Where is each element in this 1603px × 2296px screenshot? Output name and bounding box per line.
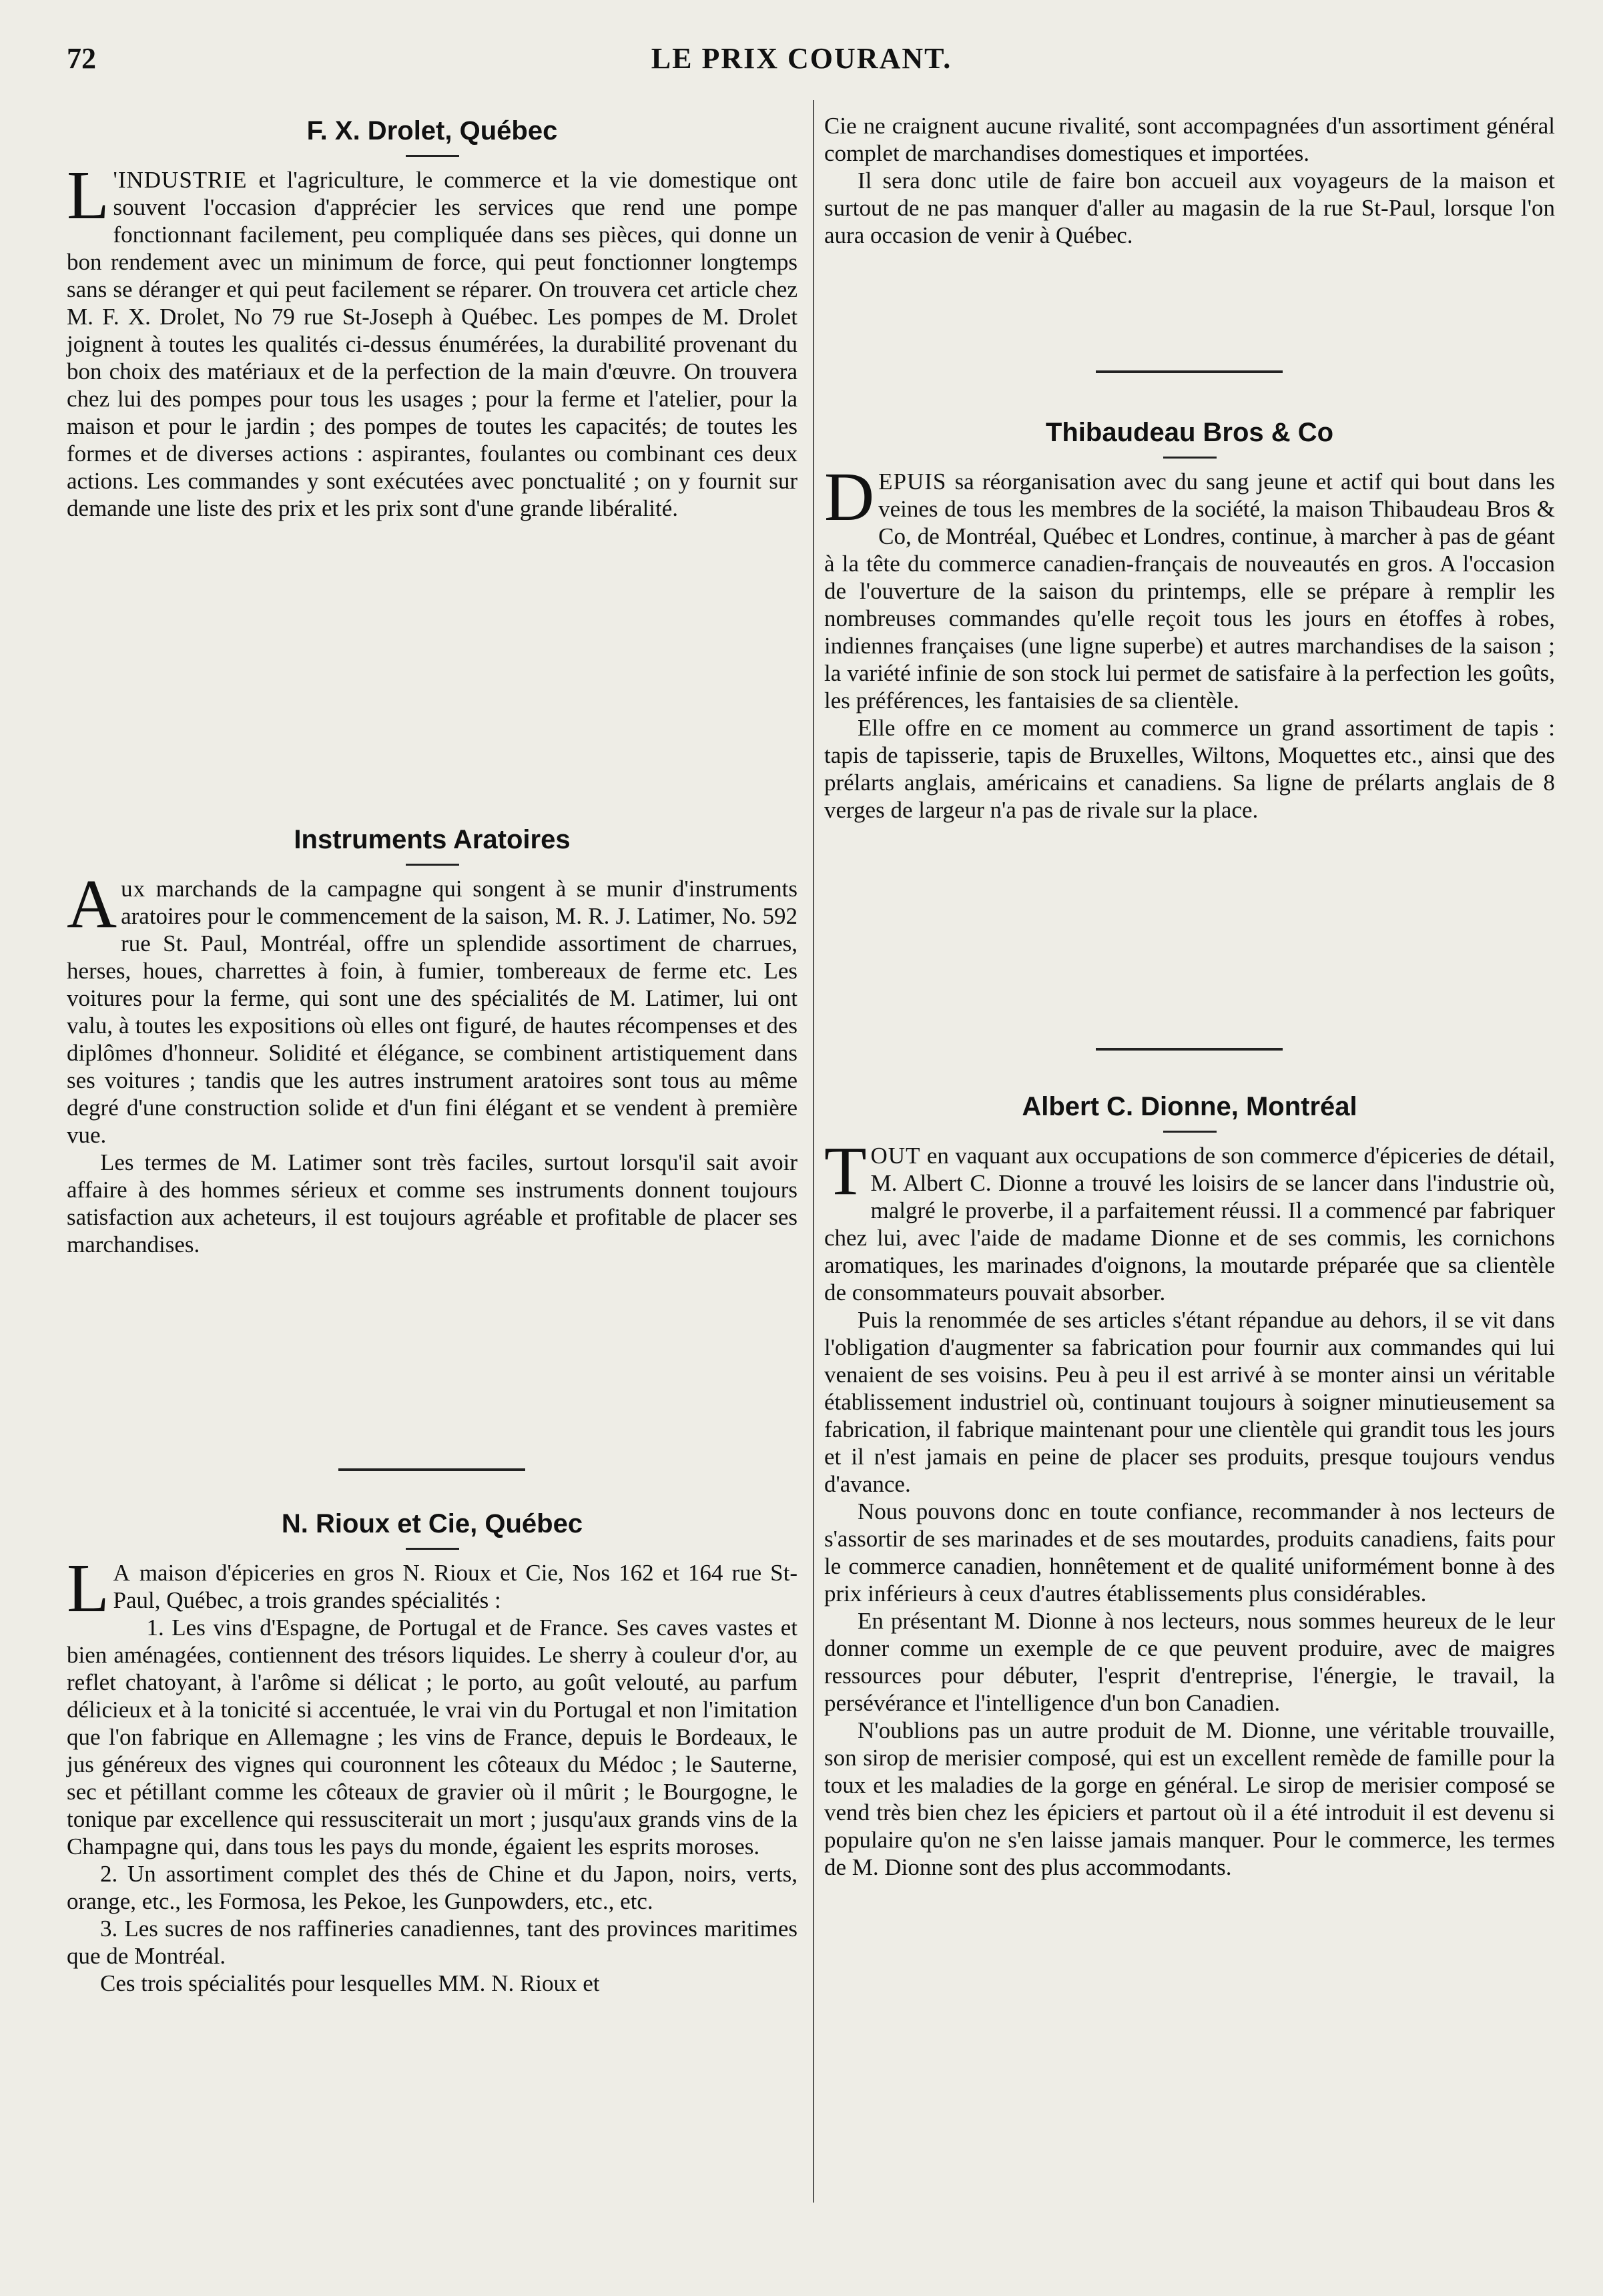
drop-cap: L	[67, 1550, 109, 1627]
article-title: F. X. Drolet, Québec	[306, 116, 558, 146]
article-paragraph: 2. Un assortiment complet des thés de Chine et du Japon, noirs, verts, orange, etc., les Formosa, les Pekoe, les Gunpowders, etc., etc.	[67, 1861, 797, 1914]
article-paragraph	[824, 1133, 1555, 1306]
paragraph-text: maison d'épiceries en gros N. Rioux et Cie, Nos 162 et 164 rue St-Paul, Québec, a trois grandes spécialités :	[113, 1560, 797, 1613]
article-paragraph: En présentant M. Dionne à nos lecteurs, nous sommes heureux de le leur donner comme un exemple de ce que peuvent produire, avec de maigres ressources pour débuter, l'esprit d'entreprise, l'énergie, le travail, la persévérance et l'intelligence d'un bon Canadien.	[824, 1608, 1555, 1716]
article-paragraph: Il sera donc utile de faire bon accueil aux voyageurs de la maison et surtout de ne pas manquer d'aller au magasin de la rue St-Paul, lorsque l'on aura occasion de venir à Québec.	[824, 168, 1555, 248]
column-divider	[813, 100, 814, 2203]
article-paragraph: Cie ne craignent aucune rivalité, sont accompagnées d'un assortiment général complet de marchandises domestiques et importées.	[824, 113, 1555, 166]
article-paragraph: Puis la renommée de ses articles s'étant répandue au dehors, il se vit dans l'obligation d'augmenter sa fabrication pour fournir aux commandes qui lui venaient de ses voisins. Peu à peu il est arrivé à se monter ainsi un véritable établissement industriel où, continuant toujours à soigner minutieusement sa fabrication, il fabrique maintenant pour une clientèle qui grandit tous les jours et il n'est jamais en peine de placer ses produits, presque toujours vendus d'avance.	[824, 1307, 1555, 1497]
section-rule	[1096, 370, 1283, 373]
lead-word: EPUIS	[878, 469, 947, 495]
lead-word: A	[113, 1560, 131, 1586]
article-thibaudeau	[824, 414, 1555, 824]
article-paragraph: N'oublions pas un autre produit de M. Dionne, une véritable trouvaille, son sirop de merisier composé, qui est un excellent remède de famille pour la toux et les maladies de la gorge en général. Le sirop de merisier composé se vend très bien chez les épiciers et partout où il a été introduit il est devenu si populaire qu'on ne s'en laisse jamais manquer. Pour le commerce, les termes de M. Dionne sont des plus accommodants.	[824, 1717, 1555, 1880]
drop-cap: L	[67, 157, 109, 234]
lead-word: 'INDUSTRIE	[113, 167, 248, 193]
page-header	[67, 41, 1536, 81]
title-rule	[406, 864, 459, 866]
drop-cap: T	[824, 1133, 867, 1209]
page-number: 72	[67, 42, 96, 75]
article-paragraph: Elle offre en ce moment au commerce un grand assortiment de tapis : tapis de tapisserie, tapis de Bruxelles, Wiltons, Moquettes etc., ainsi que des prélarts anglais, américains et canadiens. Sa ligne de prélarts anglais de 8 verges de largeur n'a pas de rivale sur la place.	[824, 715, 1555, 823]
title-rule	[1163, 1131, 1217, 1133]
section-rule	[1096, 1048, 1283, 1051]
article-paragraph	[67, 866, 797, 1149]
drop-cap: A	[67, 866, 117, 942]
lead-word: ux	[121, 876, 146, 902]
article-paragraph: 1. Les vins d'Espagne, de Portugal et de France. Ses caves vastes et bien aménagées, contiennent des trésors liquides. Le sherry à couleur d'or, au reflet chatoyant, à l'arôme si délicat ; le porto, au goût velouté, au parfum délicieux et à la tonicité si accentuée, le vrai vin du Portugal et non l'imitation que l'on fabrique en Allemagne ; les vins de France, depuis le Bordeaux, le jus généreux des vignes qui couronnent les côteaux du Médoc ; le Sauterne, sec et pétillant comme les côteaux de gravier où il mûrit ; le Bourgogne, le tonique par excellence qui ressusciterait un mort ; jusqu'aux grands vins de la Champagne qui, dans tous les pays du monde, égaient les esprits moroses.	[67, 1615, 797, 1859]
article-paragraph	[67, 1550, 797, 1627]
article-rioux	[67, 1505, 797, 1997]
paragraph-text: et l'agriculture, le commerce et la vie domestique ont souvent l'occasion d'apprécier les services que rend une pompe fonctionnant facilement, peu compliquée dans ses pièces, qui donne un bon rendement avec un minimum de force, qui peut fonctionner longtemps sans se déranger et qui peut facilement se réparer. On trouvera cet article chez M. F. X. Drolet, No 79 rue St-Joseph à Québec. Les pompes de M. Drolet joignent à toutes les qualités ci-dessus énumérées, la durabilité provenant du bon choix des matériaux et de la perfection de la main d'œuvre. On trouvera chez lui des pompes pour tous les usages ; pour la ferme et l'atelier, pour la maison et pour le jardin ; des pompes de toutes les capacités; de toutes les formes et de diverses actions : aspirantes, foulantes ou combinant ces deux actions. Les commandes y sont exécutées avec ponctualité ; on y fournit sur demande une liste des prix et les prix sont d'une grande libéralité.	[67, 167, 798, 521]
article-paragraph	[824, 459, 1555, 714]
article-dionne	[824, 1088, 1555, 1881]
article-rioux-continued	[824, 112, 1555, 249]
article-drolet	[67, 112, 797, 522]
article-title: Instruments Aratoires	[294, 825, 571, 854]
title-rule	[406, 1548, 459, 1550]
paragraph-text: marchands de la campagne qui songent à se munir d'instruments aratoires pour le commencement de la saison, M. R. J. Latimer, No. 592 rue St. Paul, Montréal, offre un splendide assortiment de charrues, herses, houes, charrettes à foin, à fumier, tombereaux de ferme etc. Les voitures pour la ferme, qui sont une des spécialités de M. Latimer, lui ont valu, à toutes les expositions où elles ont figuré, de hautes récompenses et des diplômes d'honneur. Solidité et élégance, se combinent artistiquement dans ses voitures ; tandis que les autres instrument aratoires sont tous au même degré d'une construction solide et d'un fini élégant et se vendent à première vue.	[67, 876, 797, 1148]
article-paragraph: Ces trois spécialités pour lesquelles MM. N. Rioux et	[100, 1970, 600, 1996]
article-title: N. Rioux et Cie, Québec	[281, 1509, 583, 1538]
drop-cap: D	[824, 459, 875, 535]
article-paragraph: Nous pouvons donc en toute confiance, recommander à nos lecteurs de s'assortir de ses marinades et de ses moutardes, produits canadiens, faits pour le commerce canadien, honnêtement et de qualité uniformément bonne à des prix inférieurs à ceux d'autres établissements plus considérables.	[824, 1498, 1555, 1607]
article-instruments	[67, 821, 797, 1258]
article-paragraph: 3. Les sucres de nos raffineries canadiennes, tant des provinces maritimes que de Montréal.	[67, 1916, 797, 1969]
paragraph-text: en vaquant aux occupations de son commerce d'épiceries de détail, M. Albert C. Dionne a trouvé les loisirs de se lancer dans l'industrie où, malgré le proverbe, il a parfaitement réussi. Il a commencé par fabriquer chez lui, avec l'aide de madame Dionne et de ses commis, les cornichons aromatiques, les marinades d'oignons, la moutarde préparée que sa clientèle de consommateurs pouvait absorber.	[824, 1143, 1555, 1306]
running-title: LE PRIX COURANT.	[651, 42, 952, 75]
section-rule	[338, 1468, 525, 1471]
title-rule	[1163, 457, 1217, 459]
article-paragraph	[67, 157, 798, 522]
title-rule	[406, 155, 459, 157]
article-title: Albert C. Dionne, Montréal	[1022, 1092, 1357, 1121]
article-title: Thibaudeau Bros & Co	[1045, 418, 1334, 447]
article-paragraph: Les termes de M. Latimer sont très faciles, surtout lorsqu'il sait avoir affaire à des hommes sérieux et comme ses instruments donnent toujours satisfaction aux acheteurs, il est toujours agréable et profitable de placer ses marchandises.	[67, 1149, 797, 1257]
lead-word: OUT	[870, 1143, 921, 1169]
paragraph-text: sa réorganisation avec du sang jeune et actif qui bout dans les veines de tous les membres de la société, la maison Thibaudeau Bros & Co, de Montréal, Québec et Londres, continue, à marcher à pas de géant à la tête du commerce canadien-français de nouveautés en gros. A l'occasion de l'ouverture de la saison du printemps, elle se prépare à remplir les nombreuses commandes qu'elle reçoit tous les jours en étoffes à robes, indiennes françaises (une ligne superbe) et autres marchandises de la saison ; la variété infinie de son stock lui permet de satisfaire à la perfection les goûts, les préférences, les fantaisies de sa clientèle.	[824, 469, 1555, 713]
